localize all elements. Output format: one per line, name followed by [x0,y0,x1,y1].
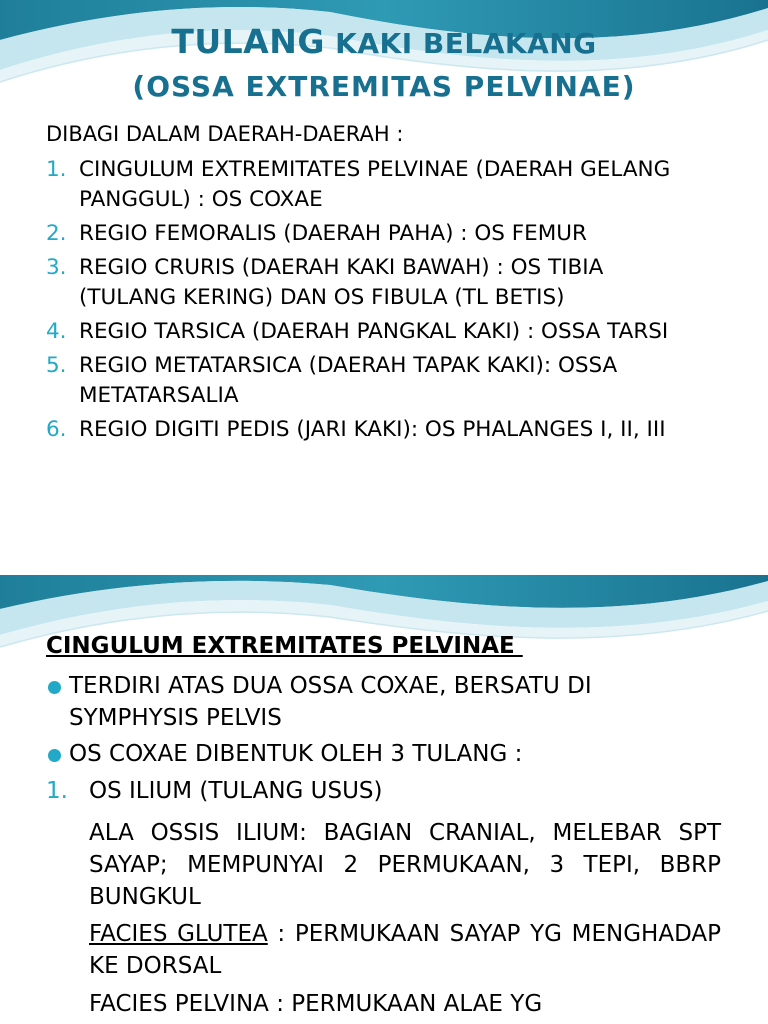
list-item-text: REGIO DIGITI PEDIS (JARI KAKI): OS PHALANGES I, II, III [79,417,666,442]
list-item [46,351,706,411]
list-item-text: REGIO TARSICA (DAERAH PANGKAL KAKI) : OSSA TARSI [79,319,669,344]
bullet-item [46,738,726,770]
slide-1-title-line-2: (OSSA EXTREMITAS PELVINAE) [132,70,636,103]
bullet-dot-icon [48,681,61,694]
list-number: 1. [46,778,68,804]
list-item [46,317,706,347]
paragraph-facies-pelvina: FACIES PELVINA : PERMUKAAN ALAE YG [89,991,543,1017]
list-item [46,415,706,445]
title-word-large: TULANG [171,22,325,61]
list-item-text: REGIO METATARSICA (DAERAH TAPAK KAKI): OSSA METATARSALIA [79,353,618,408]
bullet-item [46,670,726,734]
numbered-item [46,778,383,804]
bullet-text: TERDIRI ATAS DUA OSSA COXAE, BERSATU DI SYMPHYSIS PELVIS [69,673,592,731]
list-item-text: REGIO CRURIS (DAERAH KAKI BAWAH) : OS TIBIA (TULANG KERING) DAN OS FIBULA (TL BETIS) [79,255,604,310]
paragraph-ala-ossis-ilium: ALA OSSIS ILIUM: BAGIAN CRANIAL, MELEBAR SPT SAYAP; MEMPUNYAI 2 PERMUKAAN, 3 TEPI, BBRP BUNGKUL [89,820,721,910]
intro-text: DIBAGI DALAM DAERAH-DAERAH : [46,122,404,146]
region-list [46,155,706,449]
term-underlined: FACIES GLUTEA [89,921,268,947]
list-item [46,253,706,313]
paragraph-facies-glutea [89,918,721,982]
list-number: 6. [46,417,67,442]
list-item [46,219,706,249]
title-word-small: KAKI BELAKANG [324,27,597,60]
term-definition: : PERMUKAAN SAYAP YG MENGHADAP KE DORSAL [89,921,721,979]
list-item [46,155,706,215]
slide-2 [0,575,768,1024]
slide-1-title-line-1 [0,22,768,61]
list-number: 2. [46,221,67,246]
bullet-dot-icon [48,749,61,762]
list-number: 1. [46,157,67,182]
bullet-text: OS COXAE DIBENTUK OLEH 3 TULANG : [69,741,523,767]
section-heading: CINGULUM EXTREMITATES PELVINAE [46,633,523,659]
list-number: 5. [46,353,67,378]
list-item-text: REGIO FEMORALIS (DAERAH PAHA) : OS FEMUR [79,221,587,246]
list-number: 3. [46,255,67,280]
slide-gap [0,555,768,575]
list-number: 4. [46,319,67,344]
list-item-text: CINGULUM EXTREMITATES PELVINAE (DAERAH GELANG PANGGUL) : OS COXAE [79,157,671,212]
numbered-item-text: OS ILIUM (TULANG USUS) [89,778,383,804]
